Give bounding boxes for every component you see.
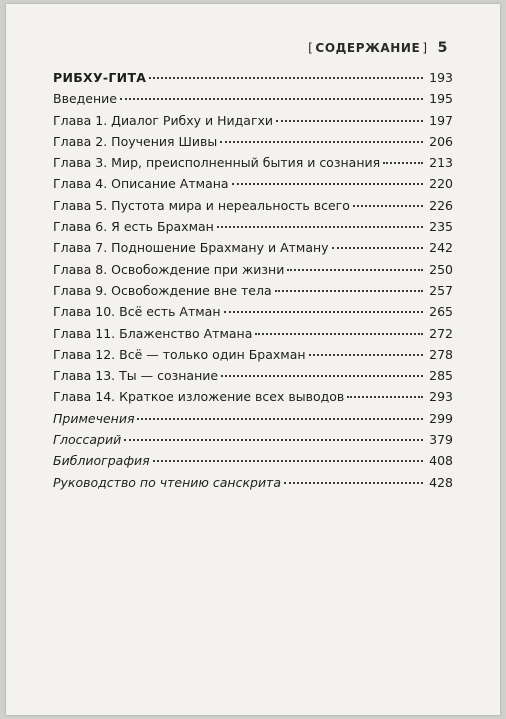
running-header: [306, 40, 448, 56]
toc-entry-page: 195: [429, 91, 453, 107]
toc-entry: [53, 368, 453, 389]
toc-entry: [53, 304, 453, 325]
toc-entry: [53, 198, 453, 219]
toc-entry-page: 226: [429, 197, 453, 213]
toc-entry: [53, 389, 453, 410]
table-of-contents: [53, 70, 453, 496]
toc-entry: [53, 283, 453, 304]
toc-entry: [53, 113, 453, 134]
toc-entry-title: Глава 7. Подношение Брахману и Атману: [53, 240, 329, 256]
bracket-close: ]: [422, 41, 428, 55]
dot-leader: [353, 204, 423, 207]
dot-leader: [220, 140, 423, 143]
page-number: 5: [437, 40, 448, 56]
toc-entry-page: 379: [429, 432, 453, 448]
toc-entry: [53, 475, 453, 496]
toc-entry-page: 250: [429, 261, 453, 277]
toc-entry-title: Глава 6. Я есть Брахман: [53, 219, 214, 235]
toc-entry-page: 213: [429, 155, 453, 171]
toc-entry-title: Глава 5. Пустота мира и нереальность всего: [53, 197, 350, 213]
toc-entry-page: 285: [429, 368, 453, 384]
dot-leader: [255, 332, 423, 335]
dot-leader: [221, 374, 423, 377]
toc-entry: [53, 347, 453, 368]
dot-leader: [137, 417, 423, 420]
toc-entry: [53, 155, 453, 176]
dot-leader: [217, 225, 423, 228]
dot-leader: [284, 481, 423, 484]
dot-leader: [149, 76, 423, 79]
toc-entry-title: Примечения: [53, 410, 135, 426]
dot-leader: [309, 353, 423, 356]
toc-entry-title: РИБХУ-ГИТА: [53, 70, 147, 85]
dot-leader: [287, 268, 423, 271]
toc-entry-title: Руководство по чтению санскрита: [53, 474, 282, 490]
toc-entry-title: Глава 4. Описание Атмана: [53, 176, 229, 192]
toc-entry: [53, 326, 453, 347]
toc-entry-page: 235: [429, 219, 453, 235]
dot-leader: [232, 182, 423, 185]
toc-entry-page: 220: [429, 176, 453, 192]
toc-entry: [53, 240, 453, 261]
toc-entry-title: Глава 2. Поучения Шивы: [53, 133, 218, 149]
toc-entry-page: 428: [429, 474, 453, 490]
toc-entry-title: Глава 9. Освобождение вне тела: [53, 282, 272, 298]
toc-entry: [53, 411, 453, 432]
dot-leader: [153, 459, 423, 462]
toc-entry-title: Глава 13. Ты — сознание: [53, 368, 219, 384]
toc-entry-page: 272: [429, 325, 453, 341]
toc-entry: [53, 219, 453, 240]
section-title: СОДЕРЖАНИЕ: [315, 41, 421, 55]
toc-entry-page: 293: [429, 389, 453, 405]
toc-entry: [53, 176, 453, 197]
dot-leader: [224, 310, 423, 313]
toc-entry-page: 257: [429, 282, 453, 298]
dot-leader: [383, 161, 423, 164]
toc-entry-title: Глава 3. Мир, преисполненный бытия и сознания: [53, 155, 381, 171]
toc-entry-title: Глава 14. Краткое изложение всех выводов: [53, 389, 345, 405]
book-page: [6, 4, 500, 715]
toc-entry-title: Глава 12. Всё — только один Брахман: [53, 346, 306, 362]
dot-leader: [347, 395, 423, 398]
toc-entry: [53, 134, 453, 155]
dot-leader: [120, 97, 423, 100]
toc-entry: [53, 453, 453, 474]
toc-entry: [53, 91, 453, 112]
toc-entry-page: 265: [429, 304, 453, 320]
toc-entry: [53, 432, 453, 453]
toc-entry-page: 206: [429, 133, 453, 149]
toc-entry-title: Глава 11. Блаженство Атмана: [53, 325, 253, 341]
toc-entry-title: Введение: [53, 91, 117, 107]
toc-entry-page: 278: [429, 346, 453, 362]
toc-entry-page: 193: [429, 70, 453, 85]
toc-entry: [53, 262, 453, 283]
toc-entry-title: Глоссарий: [53, 432, 122, 448]
dot-leader: [275, 289, 423, 292]
toc-entry: [53, 70, 453, 91]
toc-entry-title: Библиография: [53, 453, 150, 469]
toc-entry-page: 299: [429, 410, 453, 426]
dot-leader: [332, 246, 423, 249]
toc-entry-title: Глава 1. Диалог Рибху и Нидагхи: [53, 112, 274, 128]
toc-entry-title: Глава 10. Всё есть Атман: [53, 304, 221, 320]
dot-leader: [124, 438, 423, 441]
toc-entry-page: 197: [429, 112, 453, 128]
dot-leader: [276, 119, 423, 122]
toc-entry-page: 408: [429, 453, 453, 469]
toc-entry-page: 242: [429, 240, 453, 256]
toc-entry-title: Глава 8. Освобождение при жизни: [53, 261, 285, 277]
bracket-open: [: [308, 41, 314, 55]
